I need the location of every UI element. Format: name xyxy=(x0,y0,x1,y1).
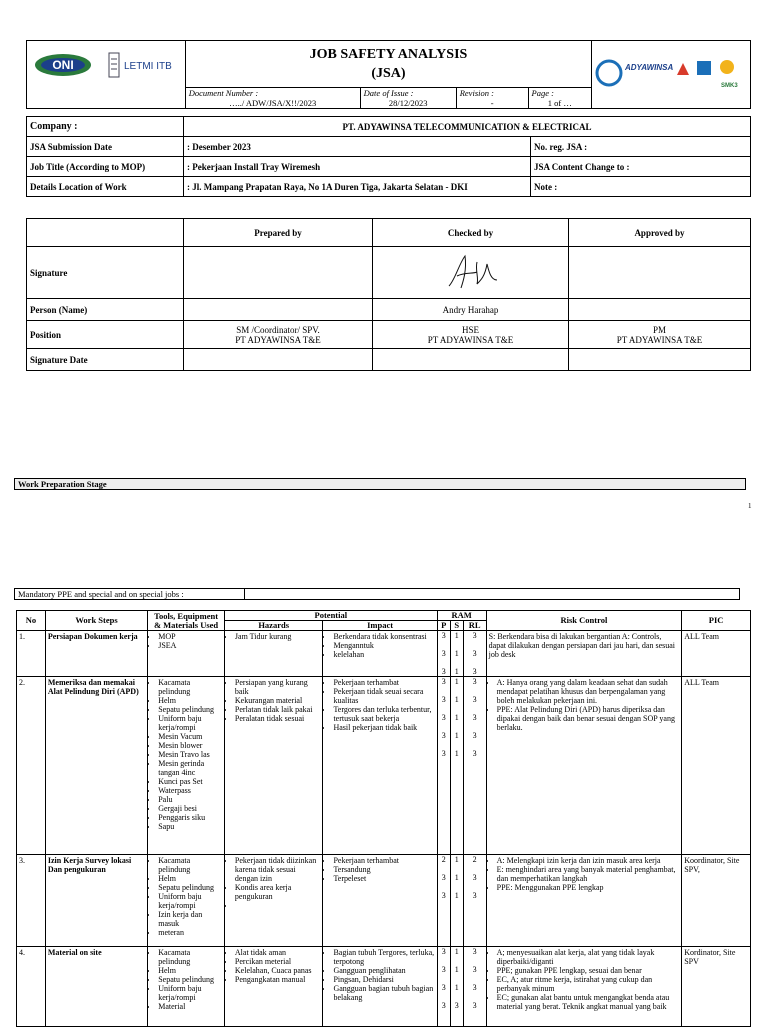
location-label: Details Location of Work xyxy=(27,177,184,197)
row-risk-control xyxy=(486,855,682,947)
note-label: Note : xyxy=(531,177,751,197)
tool-item: • Helm xyxy=(158,696,222,705)
ram-s-value: 1 xyxy=(454,631,459,640)
ram-s-value: 1 xyxy=(454,677,459,686)
impact-item: • Gangguan bagian tubuh bagian belakang xyxy=(333,984,434,1002)
ram-p xyxy=(437,631,450,677)
row-impact xyxy=(323,631,437,677)
ram-p-value: 3 xyxy=(441,631,446,640)
tool-item: • Kacamata pelindung xyxy=(158,856,222,874)
risk-item: • E: menghindari area yang banyak material penghambat, dan memperhatikan langkah xyxy=(497,865,680,883)
row-tools xyxy=(148,631,225,677)
ram-rl-value: 3 xyxy=(472,677,477,686)
hazard-item: • Perlatan tidak laik pakai xyxy=(235,705,321,714)
ram-p-value: 3 xyxy=(441,695,446,704)
tool-item: • JSEA xyxy=(158,641,222,650)
hazard-item xyxy=(235,901,321,910)
position-approved: PM PT ADYAWINSA T&E xyxy=(569,321,751,349)
header-ram: RAM xyxy=(437,611,486,621)
ram-rl xyxy=(463,677,486,855)
table-row xyxy=(17,677,751,855)
ram-s-value: 1 xyxy=(454,855,459,864)
risk-item: • PPE: Menggunakan PPE lengkap xyxy=(497,883,680,892)
row-step: Izin Kerja Survey lokasi Dan pengukuran xyxy=(45,855,147,947)
ram-p xyxy=(437,855,450,947)
ram-p-value: 3 xyxy=(441,713,446,722)
hazard-item: • Jam Tidur kurang xyxy=(235,632,321,641)
risk-item: • A: Hanya orang yang dalam keadaan sehat dan sudah mendapat pelatihan khusus dan berpengalaman yang boleh melakukan pekerjaan ini. xyxy=(497,678,680,705)
tool-list xyxy=(150,632,222,650)
impact-item: • Gangguan penglihatan xyxy=(333,966,434,975)
impact-item: • Tersandung xyxy=(333,865,434,874)
ram-s-value: 1 xyxy=(454,731,459,740)
page-field: Page : 1 of … xyxy=(528,88,592,109)
svg-text:ONI: ONI xyxy=(52,58,74,72)
impact-item: • kelelahan xyxy=(333,650,434,659)
impact-item: • Terpeleset xyxy=(333,874,434,883)
tool-item: • Uniform baju kerja/rompi xyxy=(158,984,222,1002)
risk-item: • EC, A; atur ritme kerja, istirahat yang cukup dan perbanyak minum xyxy=(497,975,680,993)
tool-item: • Palu xyxy=(158,795,222,804)
hazard-list xyxy=(227,632,321,641)
row-pic: Koordinator, Site SPV, xyxy=(682,855,751,947)
table-row xyxy=(17,855,751,947)
risk-list xyxy=(489,678,680,732)
svg-text:SMK3: SMK3 xyxy=(721,82,738,89)
ram-s-value: 1 xyxy=(454,947,459,956)
location-value: : Jl. Mampang Prapatan Raya, No 1A Duren Tiga, Jakarta Selatan - DKI xyxy=(184,177,531,197)
doc-number: Document Number : …../ ADW/JSA/X!!/2023 xyxy=(185,88,360,109)
tool-item: • Sapu xyxy=(158,822,222,831)
tool-item: • Material xyxy=(158,1002,222,1011)
tool-item: • Mesin Travo las xyxy=(158,750,222,759)
title-line-1: JOB SAFETY ANALYSIS xyxy=(309,47,468,62)
row-no: 2. xyxy=(17,677,46,855)
hazard-item: • Percikan meterial xyxy=(235,957,321,966)
jobtitle-label: Job Title (According to MOP) xyxy=(27,157,184,177)
ram-rl-value: 2 xyxy=(472,855,477,864)
page-number: 1 xyxy=(748,502,752,510)
ram-rl-value: 3 xyxy=(472,631,477,640)
header-p: P xyxy=(437,621,450,631)
signature-label: Signature xyxy=(27,247,184,299)
impact-item: • Pingsan, Dehidarsi xyxy=(333,975,434,984)
hazard-item: • Pengangkatan manual xyxy=(235,975,321,984)
ram-s-value: 3 xyxy=(454,1001,459,1010)
header-pic: PIC xyxy=(682,611,751,631)
tool-item: • Sepatu pelindung xyxy=(158,705,222,714)
header-risk: Risk Control xyxy=(486,611,682,631)
tool-item: • MOP xyxy=(158,632,222,641)
risk-item: • PPE: Alat Pelindung Diri (APD) harus diperiksa dan dipakai dengan baik dan benar sesuai dengan SOP yang berlaku. xyxy=(497,705,680,732)
header-potential: Potential xyxy=(224,611,437,621)
ram-rl xyxy=(463,947,486,1027)
revision: Revision : - xyxy=(456,88,528,109)
ram-rl-value: 3 xyxy=(472,965,477,974)
job-info-table xyxy=(26,116,751,197)
risk-item: • PPE; gunakan PPE lengkap, sesuai dan benar xyxy=(497,966,680,975)
header-hazards: Hazards xyxy=(224,621,323,631)
ram-p-value: 3 xyxy=(441,649,446,658)
signature-date-label: Signature Date xyxy=(27,349,184,371)
jsa-main-table xyxy=(16,610,751,1027)
content-change-label: JSA Content Change to : xyxy=(531,157,751,177)
impact-list xyxy=(325,856,434,883)
document-title xyxy=(185,41,591,88)
impact-list xyxy=(325,948,434,1002)
tool-item: • Sepatu pelindung xyxy=(158,975,222,984)
risk-item: • A; menyesuaikan alat kerja, alat yang tidak layak diperbaiki/diganti xyxy=(497,948,680,966)
ram-rl-value: 3 xyxy=(472,749,477,758)
approval-table xyxy=(26,218,751,371)
row-tools xyxy=(148,855,225,947)
tool-item: • Uniform baju kerja/rompi xyxy=(158,892,222,910)
ram-rl-value: 3 xyxy=(472,873,477,882)
risk-list xyxy=(489,948,680,1011)
row-impact xyxy=(323,855,437,947)
position-prepared: SM /Coordinator/ SPV. PT ADYAWINSA T&E xyxy=(184,321,373,349)
row-hazards xyxy=(224,631,323,677)
tool-item: • Sepatu pelindung xyxy=(158,883,222,892)
title-line-2: (JSA) xyxy=(371,66,406,81)
handwritten-signature-icon xyxy=(441,250,501,294)
oni-logo-icon xyxy=(29,45,179,89)
tool-item: • Uniform baju kerja/rompi xyxy=(158,714,222,732)
document-header xyxy=(26,40,751,109)
row-tools xyxy=(148,677,225,855)
tool-item: • Izin kerja dan masuk xyxy=(158,910,222,928)
tool-item: • Helm xyxy=(158,966,222,975)
ram-rl-value: 3 xyxy=(472,947,477,956)
ram-rl xyxy=(463,631,486,677)
hazard-item: • Kekurangan material xyxy=(235,696,321,705)
ram-s-value: 1 xyxy=(454,749,459,758)
ppe-bar: Mandatory PPE and special and on special jobs : xyxy=(14,588,740,600)
ram-p-value: 3 xyxy=(441,947,446,956)
table-row xyxy=(17,947,751,1027)
ram-p xyxy=(437,947,450,1027)
submission-value: : Desember 2023 xyxy=(184,137,531,157)
ram-rl-value: 3 xyxy=(472,713,477,722)
submission-label: JSA Submission Date xyxy=(27,137,184,157)
ram-s-value: 1 xyxy=(454,983,459,992)
ram-s-value: 1 xyxy=(454,965,459,974)
position-checked: HSE PT ADYAWINSA T&E xyxy=(373,321,569,349)
jobtitle-value: : Pekerjaan Install Tray Wiremesh xyxy=(184,157,531,177)
ram-p-value: 2 xyxy=(441,855,446,864)
ram-p-value: 3 xyxy=(441,667,446,676)
ram-rl-value: 3 xyxy=(472,983,477,992)
tool-item: • Mesin blower xyxy=(158,741,222,750)
company-label: Company : xyxy=(27,117,184,137)
tool-item: • Helm xyxy=(158,874,222,883)
hazard-item: • Persiapan yang kurang baik xyxy=(235,678,321,696)
impact-item: • Bagian tubuh Tergores, terluka, terpotong xyxy=(333,948,434,966)
hazard-item: • Kelelahan, Cuaca panas xyxy=(235,966,321,975)
left-logos xyxy=(27,41,186,109)
impact-item: • Tergores dan terluka terbentur, tertusuk saat bekerja xyxy=(333,705,434,723)
ram-s-value: 1 xyxy=(454,695,459,704)
row-tools xyxy=(148,947,225,1027)
tool-list xyxy=(150,856,222,937)
risk-list xyxy=(489,856,680,892)
row-risk-control xyxy=(486,947,682,1027)
row-step: Persiapan Dokumen kerja xyxy=(45,631,147,677)
tool-item: • Kunci pas Set xyxy=(158,777,222,786)
tool-item: • Gergaji besi xyxy=(158,804,222,813)
tool-list xyxy=(150,948,222,1011)
ram-p-value: 3 xyxy=(441,891,446,900)
ram-p-value: 3 xyxy=(441,873,446,882)
tool-item: • Penggaris siku xyxy=(158,813,222,822)
header-s: S xyxy=(450,621,463,631)
ram-rl-value: 3 xyxy=(472,1001,477,1010)
svg-text:ADYAWINSA: ADYAWINSA xyxy=(625,62,674,72)
work-stage-bar: Work Preparation Stage xyxy=(14,478,746,490)
svg-text:LETMI ITB: LETMI ITB xyxy=(124,61,172,72)
risk-item: • EC; gunakan alat bantu untuk mengangkat benda atau material yang berat. Teknik angkat manual yang baik xyxy=(497,993,680,1011)
hazard-item: • Alat tidak aman xyxy=(235,948,321,957)
ram-rl-value: 3 xyxy=(472,891,477,900)
ram-rl-value: 3 xyxy=(472,649,477,658)
ram-p-value: 3 xyxy=(441,983,446,992)
ram-s xyxy=(450,855,463,947)
hazard-list xyxy=(227,856,321,910)
header-impact: Impact xyxy=(323,621,437,631)
row-risk-control xyxy=(486,677,682,855)
row-pic: Kordinator, Site SPV xyxy=(682,947,751,1027)
row-pic: ALL Team xyxy=(682,631,751,677)
ram-s-value: 1 xyxy=(454,713,459,722)
ram-s-value: 1 xyxy=(454,649,459,658)
ram-rl-value: 3 xyxy=(472,667,477,676)
tool-list xyxy=(150,678,222,831)
ram-rl-value: 3 xyxy=(472,731,477,740)
row-impact xyxy=(323,677,437,855)
row-no: 3. xyxy=(17,855,46,947)
position-label: Position xyxy=(27,321,184,349)
impact-item: • Hasil pekerjaan tidak baik xyxy=(333,723,434,732)
ram-p xyxy=(437,677,450,855)
row-impact xyxy=(323,947,437,1027)
tool-item: • Kacamata pelindung xyxy=(158,948,222,966)
person-checked: Andry Harahap xyxy=(373,299,569,321)
row-hazards xyxy=(224,855,323,947)
hazard-list xyxy=(227,948,321,984)
header-no: No xyxy=(17,611,46,631)
date-of-issue: Date of Issue : 28/12/2023 xyxy=(360,88,456,109)
ram-p-value: 3 xyxy=(441,1001,446,1010)
tool-item: • Waterpass xyxy=(158,786,222,795)
row-hazards xyxy=(224,677,323,855)
checked-by-header: Checked by xyxy=(373,219,569,247)
person-label: Person (Name) xyxy=(27,299,184,321)
header-tools: Tools, Equipment & Materials Used xyxy=(148,611,225,631)
tool-item: • Mesin Vacum xyxy=(158,732,222,741)
company-value: PT. ADYAWINSA TELECOMMUNICATION & ELECTRICAL xyxy=(184,117,751,137)
table-row xyxy=(17,631,751,677)
row-no: 4. xyxy=(17,947,46,1027)
row-hazards xyxy=(224,947,323,1027)
row-risk-control xyxy=(486,631,682,677)
ram-s xyxy=(450,631,463,677)
impact-item: • Berkendara tidak konsentrasi xyxy=(333,632,434,641)
ram-p-value: 3 xyxy=(441,677,446,686)
row-pic: ALL Team xyxy=(682,677,751,855)
impact-item: • Pekerjaan terhambat xyxy=(333,856,434,865)
ram-s-value: 1 xyxy=(454,667,459,676)
impact-list xyxy=(325,678,434,732)
approved-by-header: Approved by xyxy=(569,219,751,247)
ram-p-value: 3 xyxy=(441,965,446,974)
row-no: 1. xyxy=(17,631,46,677)
risk-text: S: Berkendara bisa di lakukan bergantian A: Controls, dapat dilakukan dengan persiapan dari jau hari, dan sesuai job desk xyxy=(488,632,676,659)
noreg-label: No. reg. JSA : xyxy=(531,137,751,157)
risk-item: • A: Melengkapi izin kerja dan izin masuk area kerja xyxy=(497,856,680,865)
tool-item: • meteran xyxy=(158,928,222,937)
prepared-by-header: Prepared by xyxy=(184,219,373,247)
tool-item: • Kacamata pelindung xyxy=(158,678,222,696)
ram-s-value: 1 xyxy=(454,891,459,900)
impact-list xyxy=(325,632,434,659)
ram-s xyxy=(450,947,463,1027)
ram-p-value: 3 xyxy=(441,731,446,740)
hazard-item: • Kondis area kerja pengukuran xyxy=(235,883,321,901)
tool-item: • Mesin gerinda tangan 4inc xyxy=(158,759,222,777)
ram-s xyxy=(450,677,463,855)
ram-rl-value: 3 xyxy=(472,695,477,704)
hazard-item: • Peralatan tidak sesuai xyxy=(235,714,321,723)
ram-s-value: 1 xyxy=(454,873,459,882)
row-step: Material on site xyxy=(45,947,147,1027)
header-rl: RL xyxy=(463,621,486,631)
impact-item: • Menganntuk xyxy=(333,641,434,650)
hazard-list xyxy=(227,678,321,723)
jsa-rows xyxy=(17,631,751,1027)
impact-item: • Pekerjaan terhambat xyxy=(333,678,434,687)
header-steps: Work Steps xyxy=(45,611,147,631)
impact-item: • Pekerjaan tidak seuai secara kualitas xyxy=(333,687,434,705)
checked-signature xyxy=(373,247,569,299)
ram-p-value: 3 xyxy=(441,749,446,758)
row-step: Memeriksa dan memakai Alat Pelindung Diri (APD) xyxy=(45,677,147,855)
hazard-item: • Pekerjaan tidak diizinkan karena tidak sesuai dengan izin xyxy=(235,856,321,883)
ram-rl xyxy=(463,855,486,947)
right-logos xyxy=(592,41,751,109)
adyawinsa-logo-icon xyxy=(595,53,745,95)
